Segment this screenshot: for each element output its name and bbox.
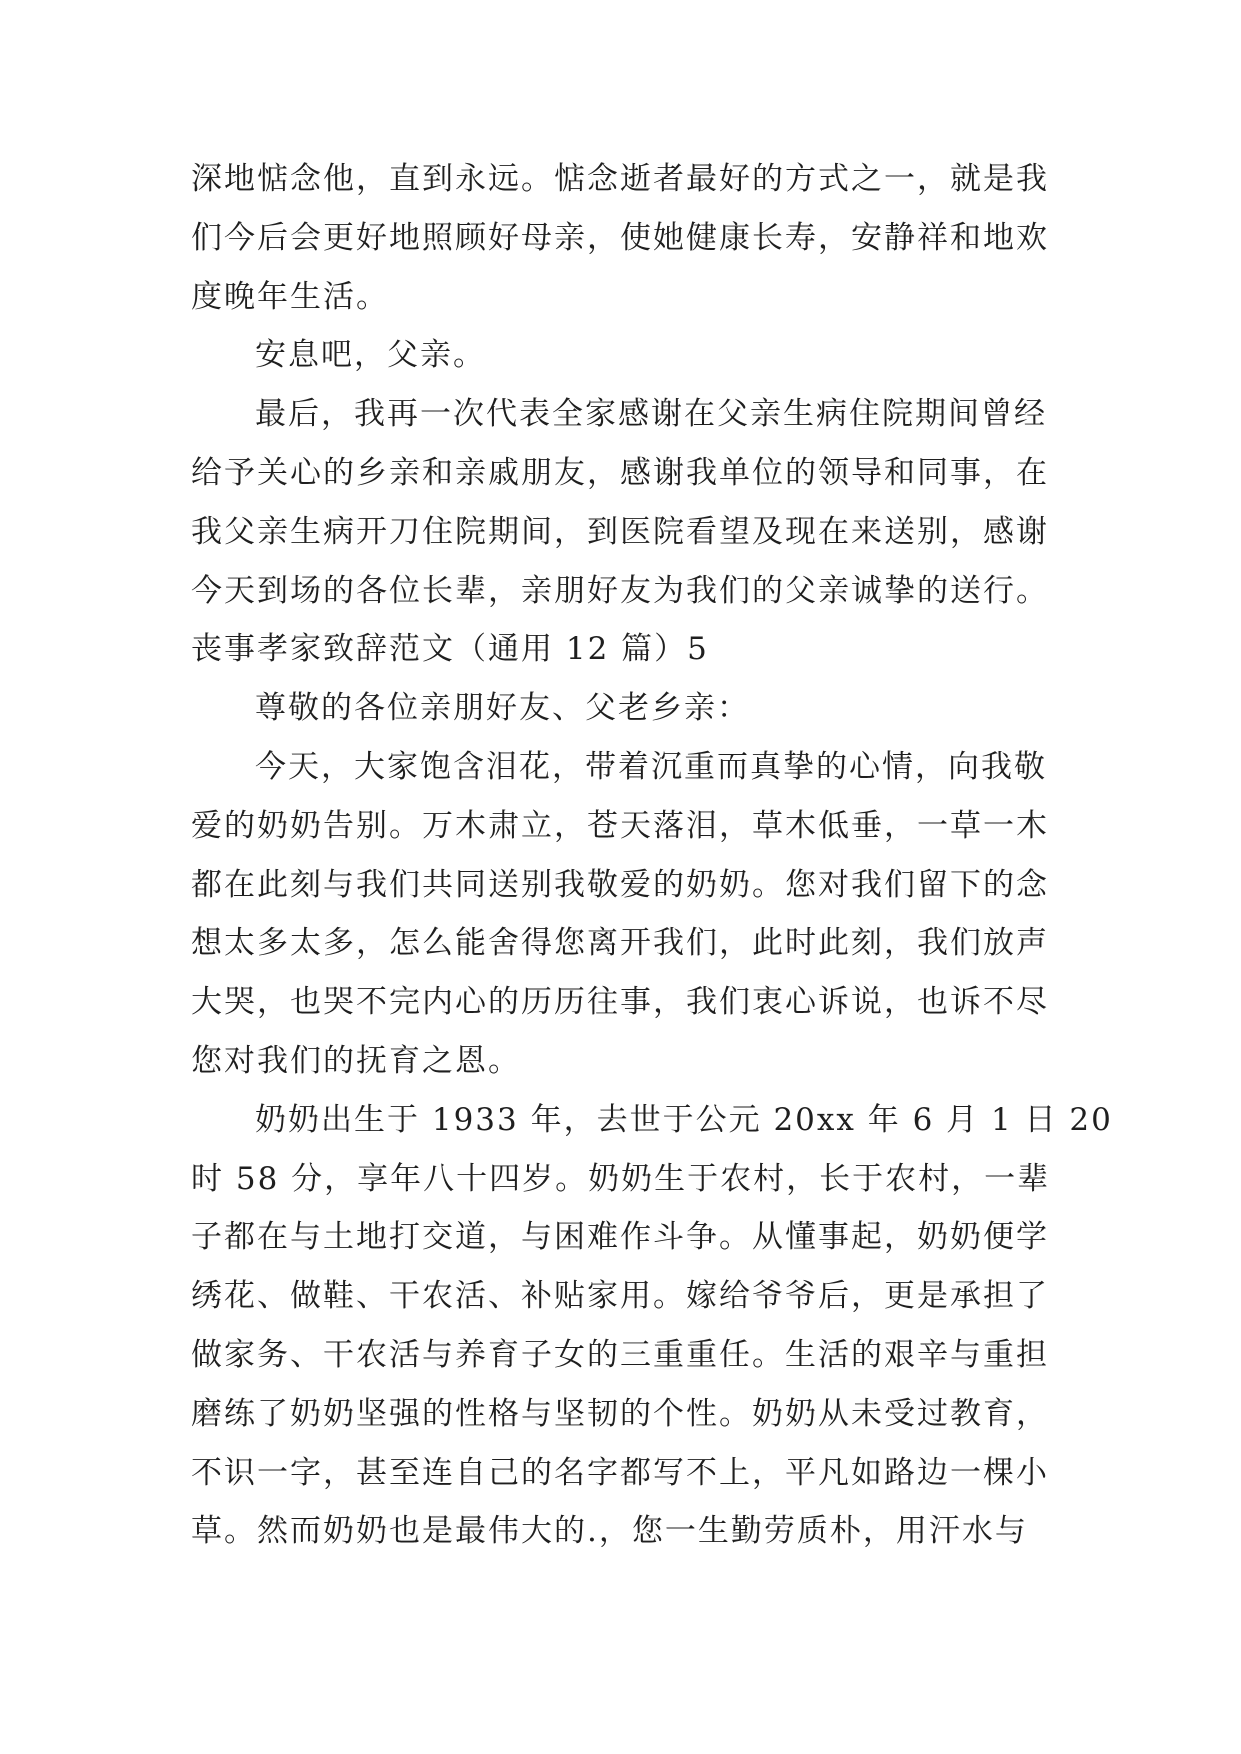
text-line: 想太多太多，怎么能舍得您离开我们，此时此刻，我们放声 — [191, 925, 1049, 962]
text-line: 给予关心的乡亲和亲戚朋友，感谢我单位的领导和同事，在 — [191, 454, 1049, 491]
document-body — [191, 150, 1113, 1561]
text-line: 磨练了奶奶坚强的性格与坚韧的个性。奶奶从未受过教育， — [191, 1395, 1049, 1432]
text-line: 绣花、做鞋、干农活、补贴家用。嫁给爷爷后，更是承担了 — [191, 1278, 1049, 1315]
paragraph-start: 今天，大家饱含泪花，带着沉重而真挚的心情，向我敬 — [255, 748, 1047, 785]
text-line: 深地惦念他，直到永远。惦念逝者最好的方式之一，就是我 — [191, 161, 1049, 197]
text-line: 们今后会更好地照顾好母亲，使她健康长寿，安静祥和地欢 — [191, 219, 1049, 256]
text-line: 做家务、干农活与养育子女的三重重任。生活的艰辛与重担 — [191, 1336, 1049, 1373]
text-line: 时 58 分，享年八十四岁。奶奶生于农村，长于农村，一辈 — [191, 1160, 1051, 1197]
paragraph-start: 安息吧，父亲。 — [255, 337, 486, 374]
paragraph-start: 最后，我再一次代表全家感谢在父亲生病住院期间曾经 — [255, 396, 1047, 433]
text-line: 大哭，也哭不完内心的历历往事，我们衷心诉说，也诉不尽 — [191, 984, 1049, 1021]
text-line: 子都在与土地打交道，与困难作斗争。从懂事起，奶奶便学 — [191, 1219, 1049, 1256]
text-line: 爱的奶奶告别。万木肃立，苍天落泪，草木低垂，一草一木 — [191, 807, 1049, 844]
text-line: 您对我们的抚育之恩。 — [191, 1042, 521, 1079]
text-line: 我父亲生病开刀住院期间，到医院看望及现在来送别，感谢 — [191, 513, 1049, 550]
text-line: 都在此刻与我们共同送别我敬爱的奶奶。您对我们留下的念 — [191, 866, 1049, 903]
text-line: 今天到场的各位长辈，亲朋好友为我们的父亲诚挚的送行。 — [191, 572, 1049, 609]
text-line: 草。然而奶奶也是最伟大的.，您一生勤劳质朴，用汗水与 — [191, 1513, 1028, 1550]
text-line: 不识一字，甚至连自己的名字都写不上，平凡如路边一棵小 — [191, 1454, 1049, 1491]
paragraph-start: 奶奶出生于 1933 年，去世于公元 20xx 年 6 月 1 日 20 — [255, 1101, 1113, 1138]
salutation: 尊敬的各位亲朋好友、父老乡亲： — [255, 690, 750, 727]
section-heading: 丧事孝家致辞范文（通用 12 篇）5 — [191, 631, 709, 668]
text-line: 度晚年生活。 — [191, 278, 389, 315]
